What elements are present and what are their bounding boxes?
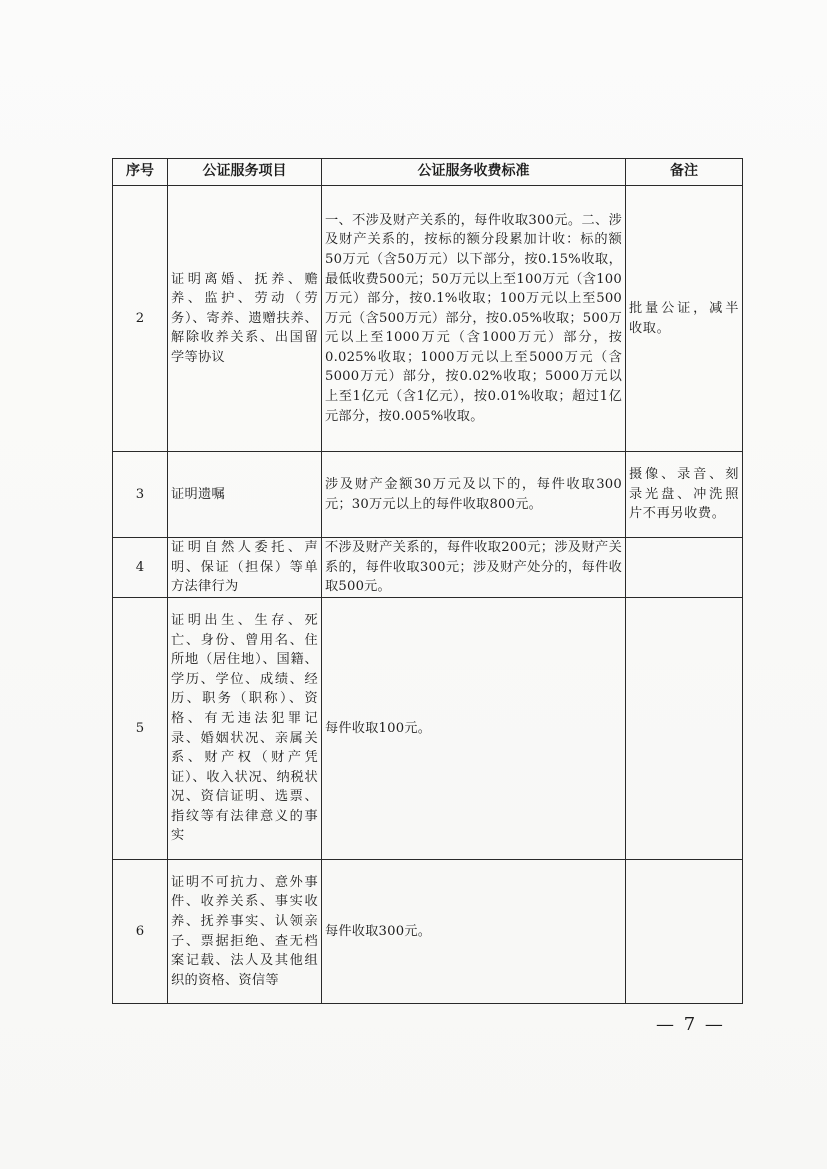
- row-seq: 3: [113, 452, 168, 538]
- row-seq: 6: [113, 860, 168, 1004]
- header-seq: 序号: [113, 159, 168, 186]
- header-item: 公证服务项目: [168, 159, 322, 186]
- row-note: [626, 538, 743, 598]
- row-note: [626, 598, 743, 860]
- row-standard: 一、不涉及财产关系的，每件收取300元。二、涉及财产关系的，按标的额分段累加计收：标的额50万元（含50万元）以下部分，按0.15%收取，最低收费500元；50万元以上至100万元（含100万元）部分，按0.1%收取；100万元以上至500万元（含500万元）部分，按0.05%收取；500万元以上至1000万元（含1000万元）部分，按0.025%收取；1000万元以上至5000万元（含5000万元）部分，按0.02%收取；5000万元以上至1亿元（含1亿元），按0.01%收取；超过1亿元部分，按0.005%收取。: [322, 186, 626, 452]
- row-note: 批量公证，减半收取。: [626, 186, 743, 452]
- table-row: [113, 860, 743, 1004]
- row-item: 证明不可抗力、意外事件、收养关系、事实收养、抚养事实、认领亲子、票据拒绝、查无档案记载、法人及其他组织的资格、资信等: [168, 860, 322, 1004]
- row-note: [626, 860, 743, 1004]
- row-standard: 涉及财产金额30万元及以下的，每件收取300元；30万元以上的每件收取800元。: [322, 452, 626, 538]
- row-standard: 不涉及财产关系的，每件收取200元；涉及财产关系的，每件收取300元；涉及财产处分的，每件收取500元。: [322, 538, 626, 598]
- header-standard: 公证服务收费标准: [322, 159, 626, 186]
- row-item: 证明遗嘱: [168, 452, 322, 538]
- row-note: 摄像、录音、刻录光盘、冲洗照片不再另收费。: [626, 452, 743, 538]
- row-seq: 2: [113, 186, 168, 452]
- row-seq: 5: [113, 598, 168, 860]
- page-number: — 7 —: [656, 1014, 725, 1035]
- row-item: 证明自然人委托、声明、保证（担保）等单方法律行为: [168, 538, 322, 598]
- row-standard: 每件收取100元。: [322, 598, 626, 860]
- notary-fee-table: [112, 158, 743, 1004]
- row-standard: 每件收取300元。: [322, 860, 626, 1004]
- row-item: 证明出生、生存、死亡、身份、曾用名、住所地（居住地）、国籍、学历、学位、成绩、经历、职务（职称）、资格、有无违法犯罪记录、婚姻状况、亲属关系、财产权（财产凭证）、收入状况、纳税状况、资信证明、选票、指纹等有法律意义的事实: [168, 598, 322, 860]
- table-row: [113, 538, 743, 598]
- table-row: [113, 598, 743, 860]
- row-seq: 4: [113, 538, 168, 598]
- table-row: [113, 186, 743, 452]
- row-item: 证明离婚、抚养、赡养、监护、劳动（劳务）、寄养、遗赠扶养、解除收养关系、出国留学等协议: [168, 186, 322, 452]
- table-row: [113, 452, 743, 538]
- header-note: 备注: [626, 159, 743, 186]
- table-header-row: [113, 159, 743, 186]
